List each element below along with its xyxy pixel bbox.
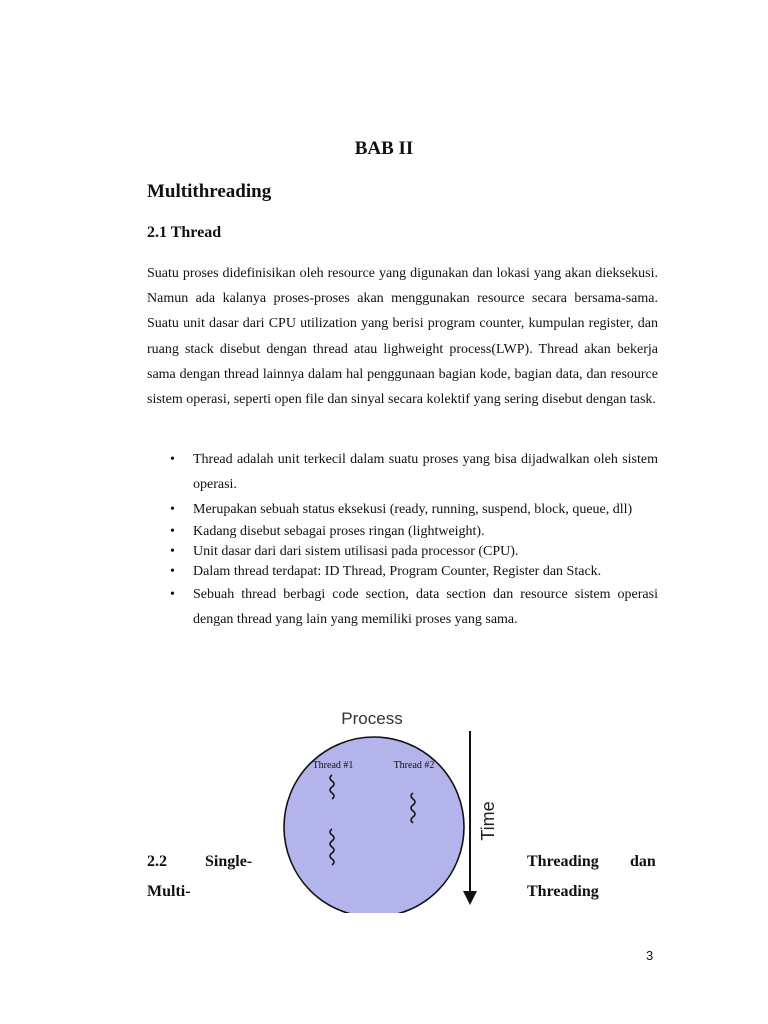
section-2-2-threading-2: Threading <box>527 883 599 900</box>
bullet-item: • Dalam thread terdapat: ID Thread, Program Counter, Register dan Stack. <box>147 562 658 582</box>
process-label: Process <box>341 709 403 728</box>
bullet-item: • Kadang disebut sebagai proses ringan (lightweight). <box>147 522 658 542</box>
body-paragraph: Suatu proses didefinisikan oleh resource yang digunakan dan lokasi yang akan dieksekusi. Namun ada kalanya proses-proses akan menggunakan resource secara bersama-sama. Suatu unit dasar dari CPU utilization yang berisi program counter, kumpulan register, dan ruang stack disebut dengan thread atau lighweight process(LWP). Thread akan bekerja sama dengan thread lainnya dalam hal penggunaan bagian kode, bagian data, dan resource sistem operasi, seperti open file dan sinyal secara kolektif yang sering disebut dengan task. <box>147 266 658 408</box>
bullet-item: • Thread adalah unit terkecil dalam suatu proses yang bisa dijadwalkan oleh sistem operasi. <box>147 447 658 497</box>
section-heading-thread: 2.1 Thread <box>147 224 222 241</box>
bullet-item: • Unit dasar dari dari sistem utilisasi pada processor (CPU). <box>147 542 658 562</box>
time-label: Time <box>478 801 498 841</box>
section-2-2-threading-1: Threading <box>527 853 599 870</box>
section-2-2-single: Single- <box>205 853 253 870</box>
thread-2-label: Thread #2 <box>393 760 435 771</box>
thread-1-label: Thread #1 <box>312 760 354 771</box>
page-number: 3 <box>646 948 654 963</box>
section-2-2-number: 2.2 <box>147 853 167 870</box>
bullet-list <box>147 447 658 632</box>
chapter-title: Multithreading <box>147 181 272 202</box>
process-circle <box>284 737 464 913</box>
process-thread-diagram <box>282 703 512 913</box>
bullet-item: • Sebuah thread berbagi code section, data section dan resource sistem operasi dengan thread yang lain yang memiliki proses yang sama. <box>147 582 658 632</box>
bullet-item: • Merupakan sebuah status eksekusi (ready, running, suspend, block, queue, dll) <box>147 497 658 522</box>
section-2-2-multi: Multi- <box>147 883 191 900</box>
chapter-heading: BAB II <box>354 138 414 159</box>
section-2-2-dan: dan <box>630 853 656 870</box>
time-arrow-head <box>463 891 477 905</box>
